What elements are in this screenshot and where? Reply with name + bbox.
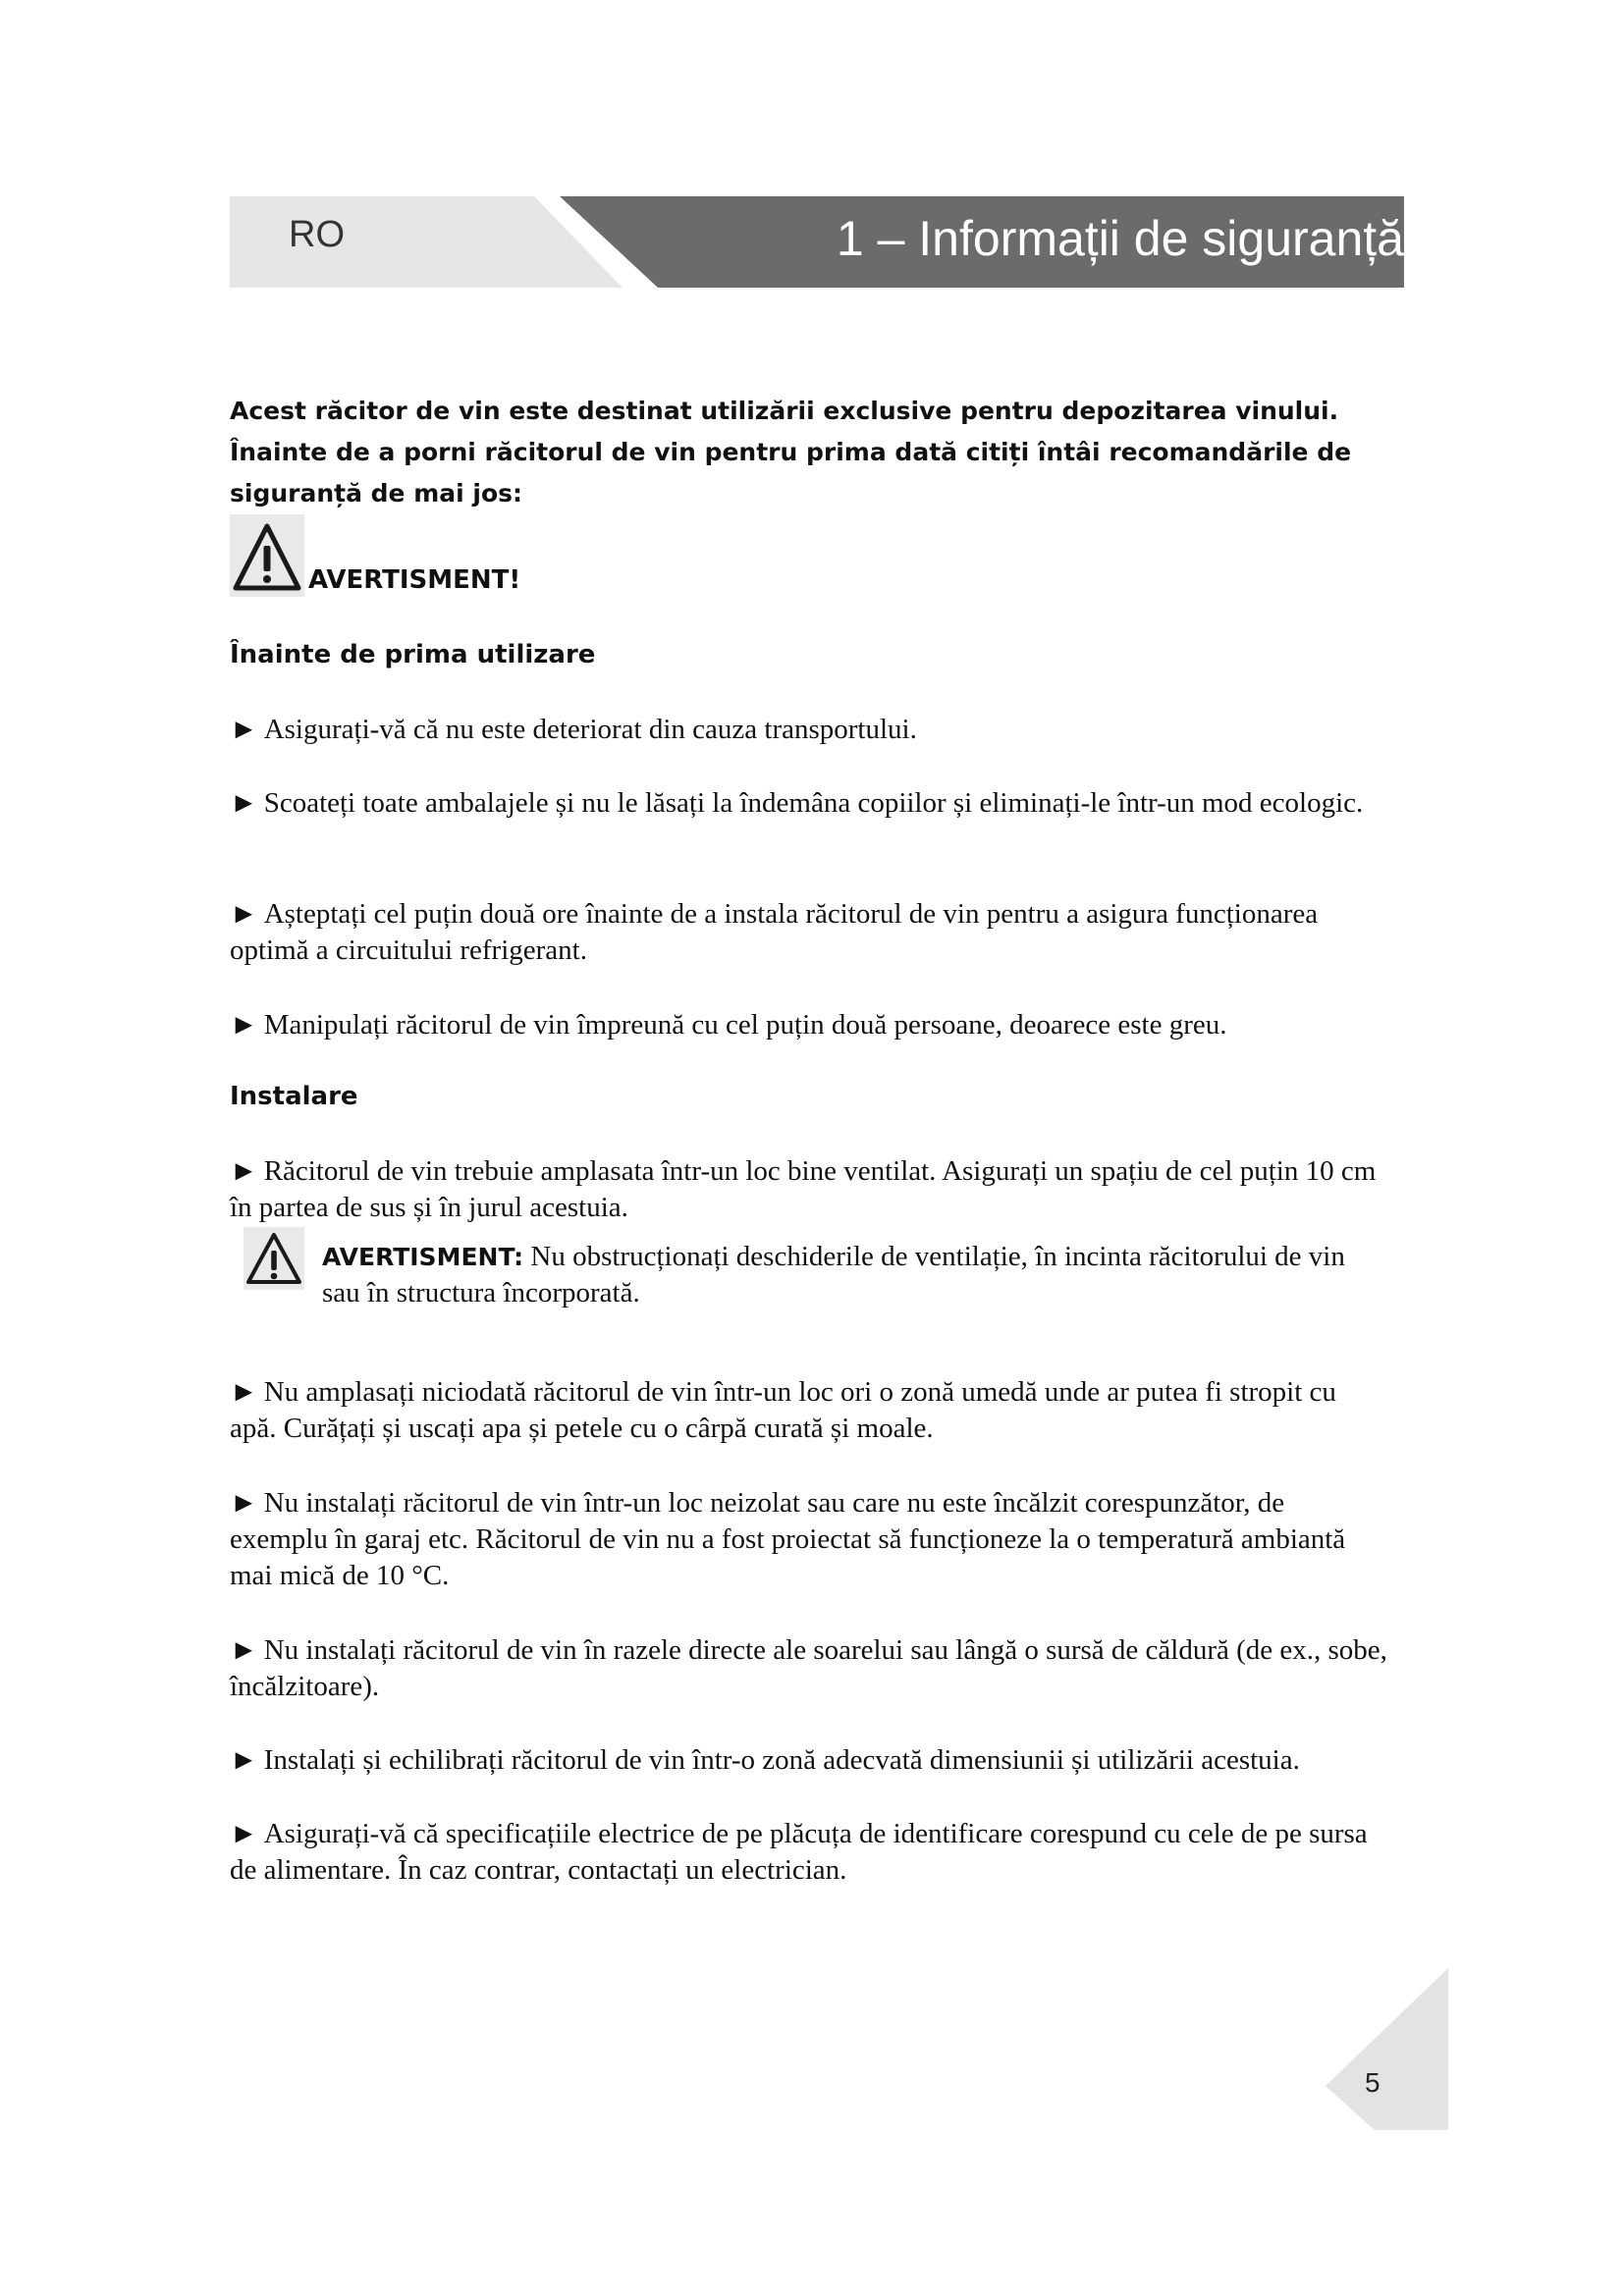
list-item: ► Instalați și echilibrați răcitorul de vin într-o zonă adecvată dimensiunii și utilizării acestuia.: [230, 1744, 1300, 1776]
list-item: ► Nu instalați răcitorul de vin într-un loc neizolat sau care nu este încălzit corespunzător, de exemplu în garaj etc. Răcitorul de vin nu a fost proiectat să funcționeze la o temperatură ambiantă mai mică de 10 °C.: [230, 1487, 1346, 1591]
list-item: ► Asigurați-vă că specificațiile electrice de pe plăcuța de identificare corespund cu cele de pe sursa de alimentare. În caz contrar, contactați un electrician.: [230, 1818, 1368, 1886]
bullet-arrow-icon: ►: [230, 1744, 258, 1776]
bullet-arrow-icon: ►: [230, 714, 258, 745]
intro-paragraph: Acest răcitor de vin este destinat utilizării exclusive pentru depozitarea vinului. Înainte de a porni răcitorul de vin pentru prima dată citiți întâi recomandările de siguranță de mai jos:: [230, 397, 1352, 507]
bullet-arrow-icon: ►: [230, 1376, 258, 1408]
page-number: 5: [1365, 2067, 1380, 2098]
page-header: [230, 196, 1404, 288]
list-item: ► Așteptați cel puțin două ore înainte de a instala răcitorul de vin pentru a asigura funcționarea optimă a circuitului refrigerant.: [230, 898, 1319, 966]
bullet-arrow-icon: ►: [230, 898, 258, 930]
section-heading-before-use: Înainte de prima utilizare: [230, 640, 596, 669]
list-item: ► Nu instalați răcitorul de vin în razele directe ale soarelui sau lângă o sursă de căldură (de ex., sobe, încălzitoare).: [230, 1634, 1387, 1702]
bullet-arrow-icon: ►: [230, 1634, 258, 1666]
inline-warning: [230, 1239, 1388, 1311]
warning-triangle-icon: [244, 1227, 304, 1290]
list-item: ► Nu amplasați niciodată răcitorul de vin într-un loc ori o zonă umedă unde ar putea fi stropit cu apă. Curățați și uscați apa și petele cu o cârpă curată și moale.: [230, 1376, 1336, 1444]
bullet-arrow-icon: ►: [230, 1155, 258, 1187]
bullet-arrow-icon: ►: [230, 787, 258, 819]
bullet-arrow-icon: ►: [230, 1487, 258, 1519]
warning-heading: [230, 514, 819, 597]
section-title: 1 – Informații de siguranță: [836, 211, 1404, 266]
inline-warning-text: Nu obstrucționați deschiderile de ventilație, în incinta răcitorului de vin sau în structura încorporată.: [322, 1241, 1345, 1308]
page-corner-graphic: [1326, 1968, 1448, 2130]
warning-triangle-icon: [230, 514, 304, 597]
bullet-arrow-icon: ►: [230, 1818, 258, 1849]
bullet-arrow-icon: ►: [230, 1009, 258, 1041]
list-item: ► Răcitorul de vin trebuie amplasata într-un loc bine ventilat. Asigurați un spațiu de cel puțin 10 cm în partea de sus și în jurul acestuia.: [230, 1155, 1377, 1223]
inline-warning-label: AVERTISMENT:: [322, 1243, 524, 1271]
warning-label: AVERTISMENT!: [308, 565, 521, 595]
list-item: ► Scoateți toate ambalajele și nu le lăsați la îndemâna copiilor și eliminați-le într-un mod ecologic.: [230, 787, 1364, 819]
list-item: ► Asigurați-vă că nu este deteriorat din cauza transportului.: [230, 714, 917, 745]
language-code: RO: [289, 214, 345, 255]
list-item: ► Manipulați răcitorul de vin împreună cu cel puțin două persoane, deoarece este greu.: [230, 1009, 1227, 1041]
section-heading-installation: Instalare: [230, 1082, 358, 1111]
